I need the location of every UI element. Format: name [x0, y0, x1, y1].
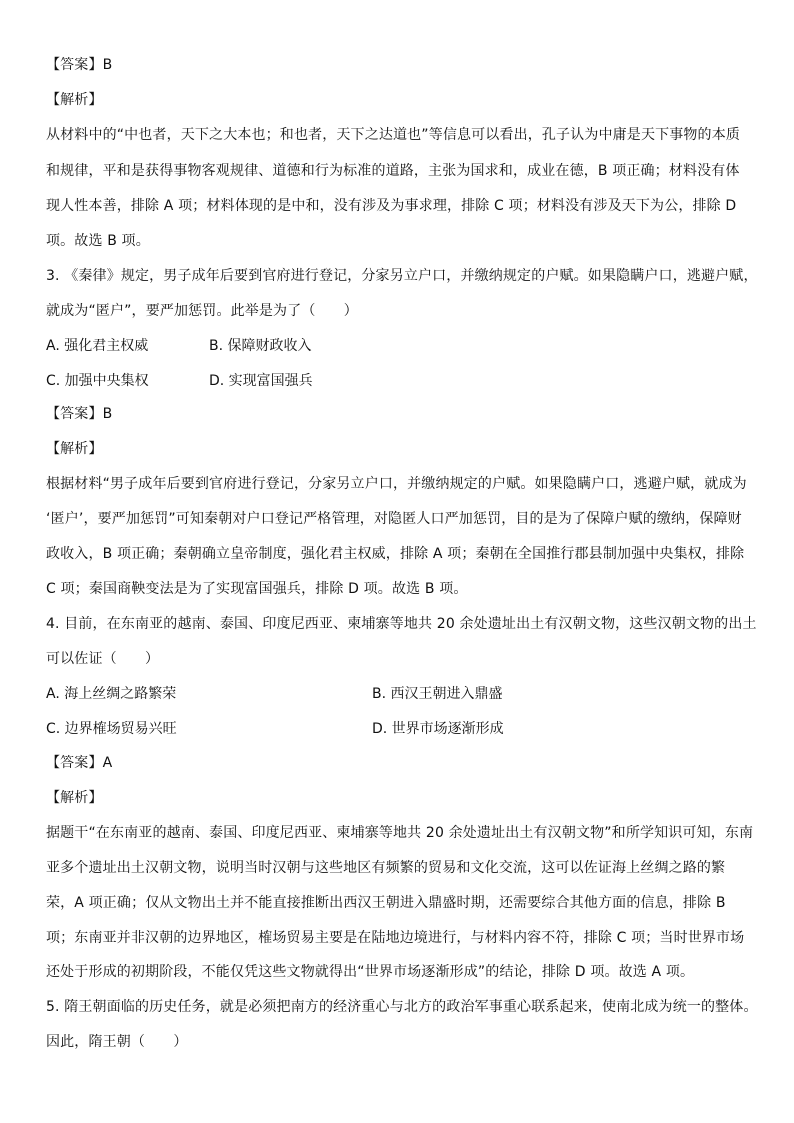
q4-option-a: A. 海上丝绸之路繁荣	[46, 686, 177, 702]
q2-analysis-line-4: 项。故选 B 项。	[46, 233, 150, 249]
q4-stem-line-2: 可以佐证（ ）	[46, 651, 160, 667]
q3-option-a: A. 强化君主权威	[46, 338, 149, 354]
q3-stem-line-2: 就成为“匿户”，要严加惩罚。此举是为了（ ）	[46, 303, 358, 319]
q4-option-b: B. 西汉王朝进入鼎盛	[372, 686, 503, 702]
q4-analysis-line-1: 据题干“在东南亚的越南、泰国、印度尼西亚、柬埔寨等地共 20 余处遗址出土有汉朝文物”和所学知识可知，东南	[46, 825, 754, 841]
q4-option-c: C. 边界榷场贸易兴旺	[46, 721, 177, 737]
q3-stem-line-1: 3. 《秦律》规定，男子成年后要到官府进行登记，分家另立户口，并缴纳规定的户赋。如果隐瞒户口，逃避户赋，	[46, 268, 758, 284]
q2-analysis-line-3: 现人性本善，排除 A 项；材料体现的是中和，没有涉及为事求理，排除 C 项；材料没有涉及天下为公，排除 D	[46, 198, 737, 214]
q3-option-c: C. 加强中央集权	[46, 373, 149, 389]
q2-analysis-line-2: 和规律，平和是获得事物客观规律、道德和行为标准的道路，主张为国求和，成业在德，B 项正确；材料没有体	[46, 163, 740, 179]
q3-option-d: D. 实现富国强兵	[209, 373, 313, 389]
q2-analysis-line-1: 从材料中的“中也者，天下之大本也；和也者，天下之达道也”等信息可以看出，孔子认为中庸是天下事物的本质	[46, 127, 741, 143]
q4-analysis-line-2: 亚多个遗址出土汉朝文物，说明当时汉朝与这些地区有频繁的贸易和文化交流，这可以佐证海上丝绸之路的繁	[46, 860, 726, 876]
q3-option-b: B. 保障财政收入	[209, 338, 312, 354]
q2-answer: 【答案】B	[46, 57, 113, 73]
q2-analysis-heading: 【解析】	[46, 92, 103, 108]
q3-analysis-line-3: 政收入，B 项正确；秦朝确立皇帝制度，强化君主权威，排除 A 项；秦朝在全国推行郡县制加强中央集权，排除	[46, 546, 745, 562]
q4-answer: 【答案】A	[46, 755, 113, 771]
q3-answer: 【答案】B	[46, 406, 113, 422]
q5-stem-line-2: 因此，隋王朝（ ）	[46, 1034, 188, 1050]
q3-analysis-line-2: ‘匿户’，要严加惩罚”可知秦朝对户口登记严格管理，对隐匿人口严加惩罚，目的是为了保障户赋的缴纳，保障财	[46, 511, 742, 527]
q4-analysis-line-3: 荣，A 项正确；仅从文物出土并不能直接推断出西汉王朝进入鼎盛时期，还需要综合其他方面的信息，排除 B	[46, 895, 726, 911]
q4-analysis-line-5: 还处于形成的初期阶段，不能仅凭这些文物就得出“世界市场逐渐形成”的结论，排除 D 项。故选 A 项。	[46, 964, 695, 980]
q5-stem-line-1: 5. 隋王朝面临的历史任务，就是必须把南方的经济重心与北方的政治军事重心联系起来，使南北成为统一的整体。	[46, 999, 758, 1015]
q3-analysis-line-1: 根据材料“男子成年后要到官府进行登记，分家另立户口，并缴纳规定的户赋。如果隐瞒户口，逃避户赋，就成为	[46, 476, 747, 492]
q4-option-d: D. 世界市场逐渐形成	[372, 721, 504, 737]
q4-stem-line-1: 4. 目前，在东南亚的越南、泰国、印度尼西亚、柬埔寨等地共 20 余处遗址出土有汉朝文物，这些汉朝文物的出土	[46, 616, 757, 632]
q4-analysis-heading: 【解析】	[46, 790, 103, 806]
q3-analysis-line-4: C 项；秦国商鞅变法是为了实现富国强兵，排除 D 项。故选 B 项。	[46, 581, 468, 597]
q4-analysis-line-4: 项；东南亚并非汉朝的边界地区，榷场贸易主要是在陆地边境进行，与材料内容不符，排除 C 项；当时世界市场	[46, 930, 745, 946]
q3-analysis-heading: 【解析】	[46, 441, 103, 457]
